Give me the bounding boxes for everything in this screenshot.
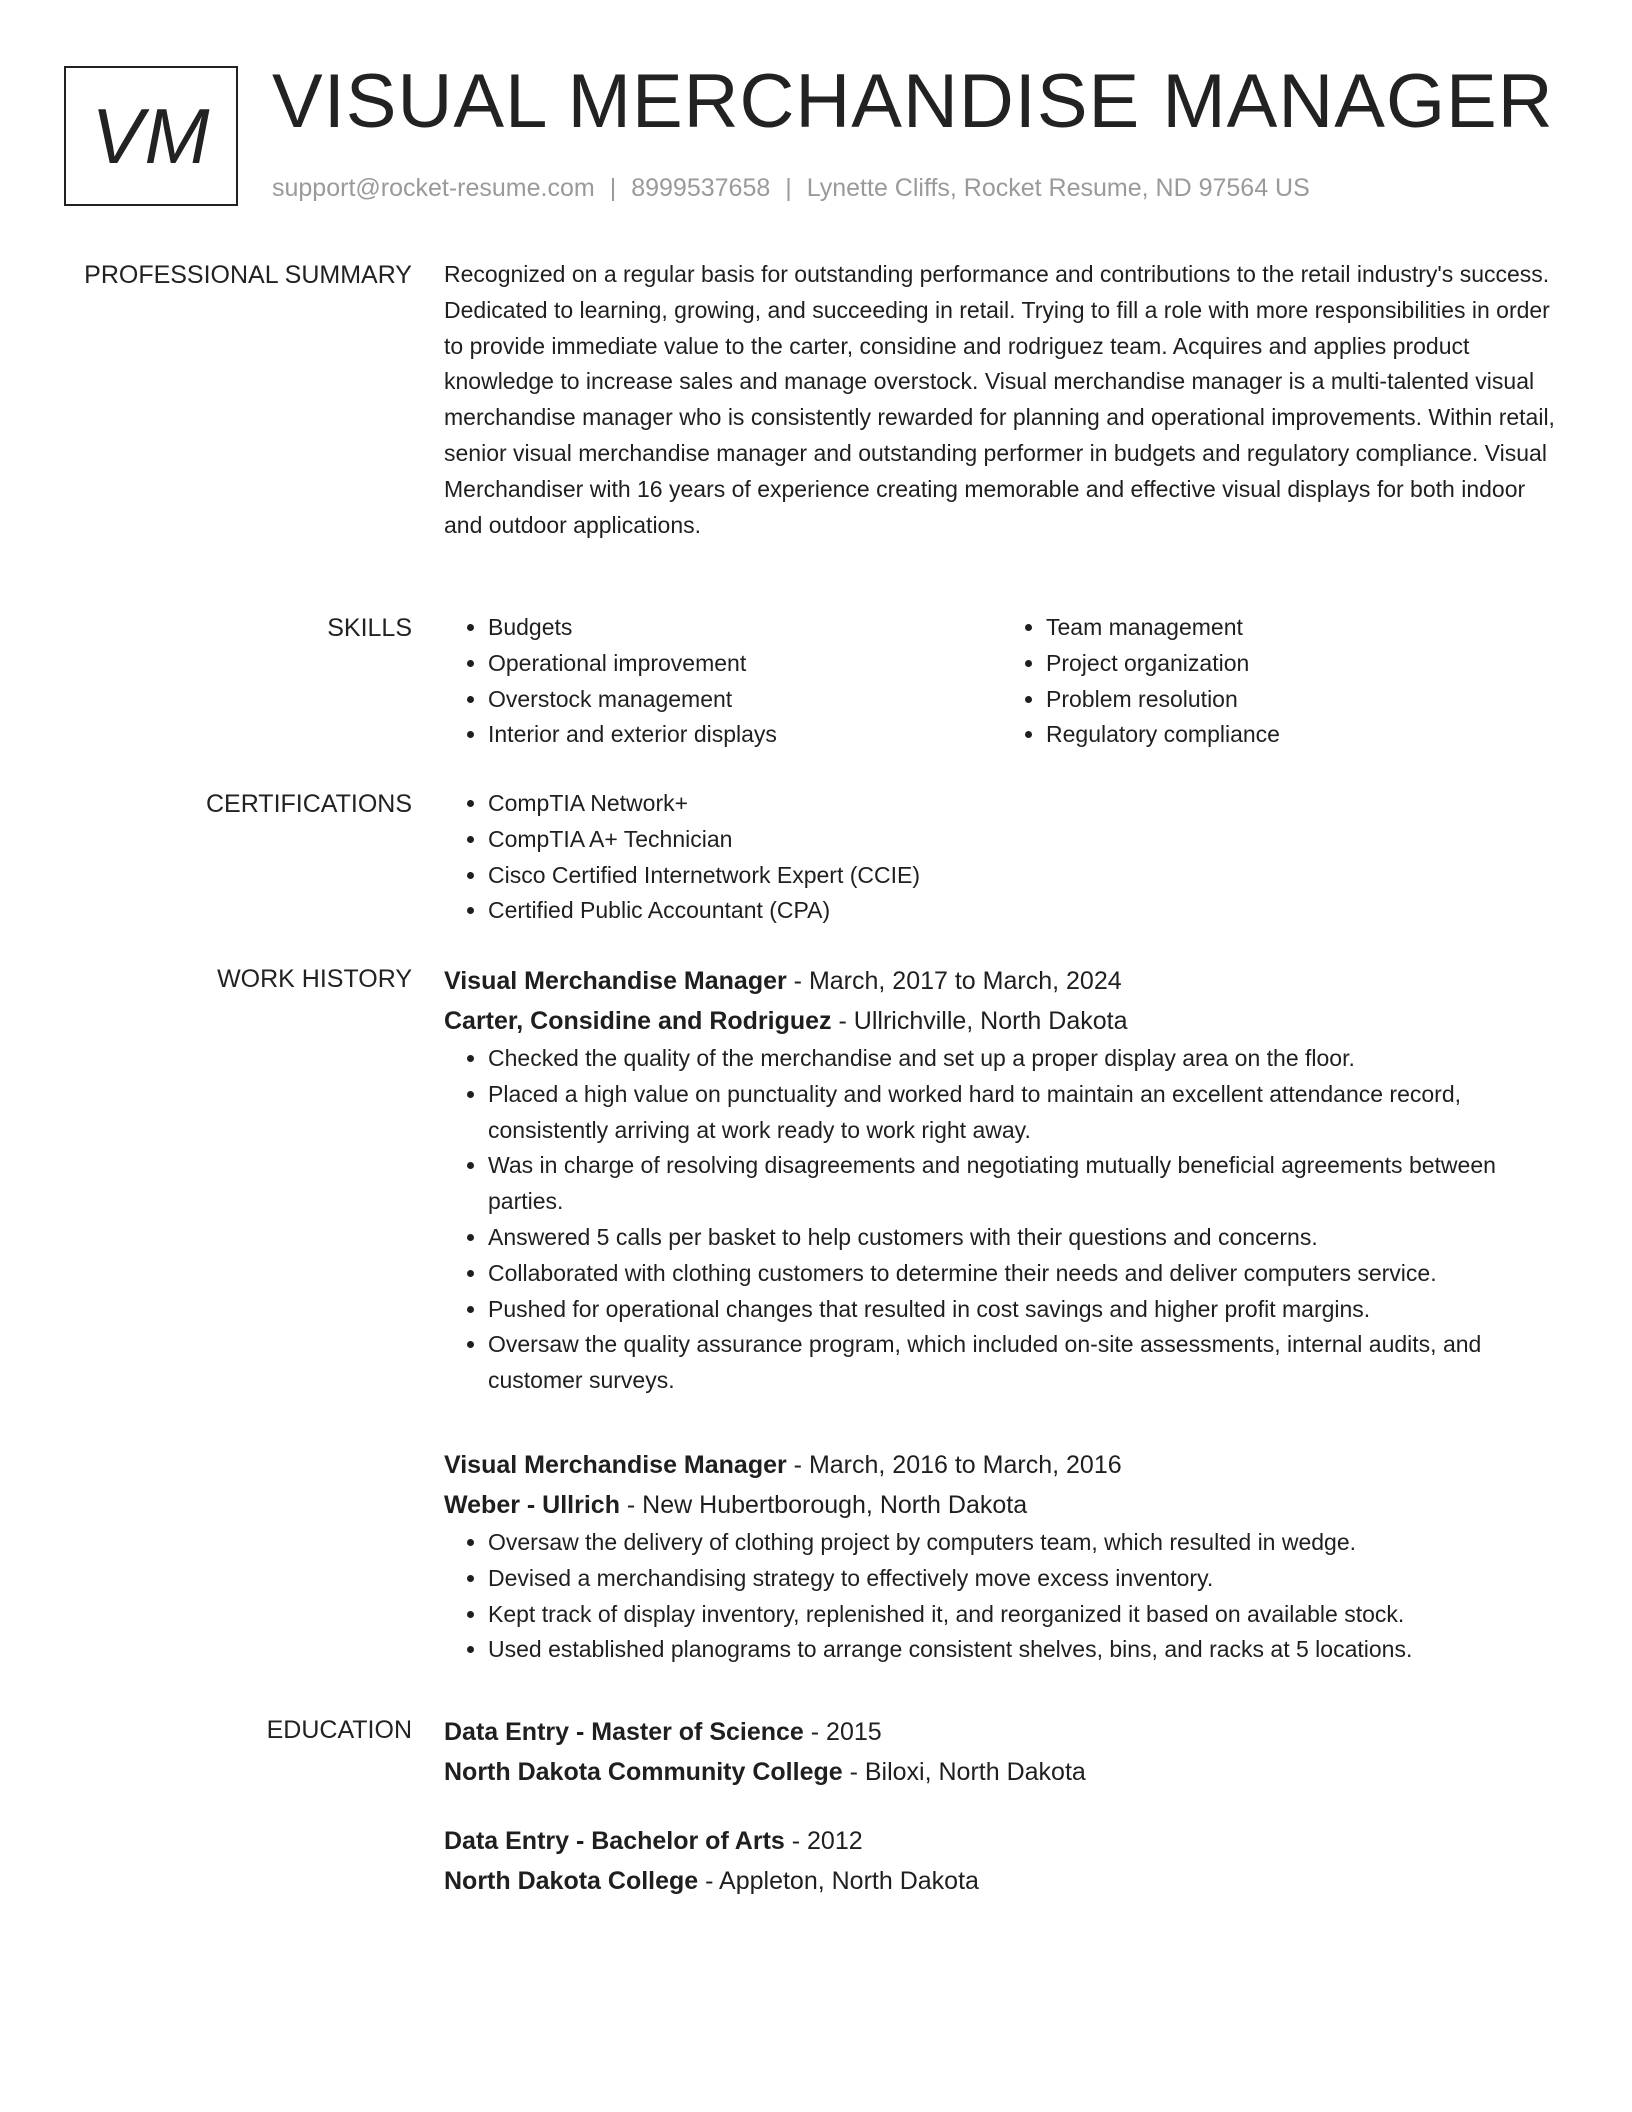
skills-body — [444, 610, 1560, 753]
education-degree-line — [444, 1712, 1560, 1752]
skills-list-left — [444, 610, 1002, 753]
job-duty-item: • Checked the quality of the merchandise and set up a proper display area on the floor. — [488, 1041, 1560, 1077]
job-dates: - March, 2016 to March, 2016 — [786, 1451, 1122, 1479]
job-duties-list — [444, 1525, 1560, 1668]
contact-email[interactable]: support@rocket-resume.com — [272, 174, 595, 202]
job-duty-item: • Oversaw the delivery of clothing project by computers team, which resulted in wedge. — [488, 1525, 1560, 1561]
contact-address: Lynette Cliffs, Rocket Resume, ND 97564 US — [806, 174, 1310, 202]
job-company: Carter, Considine and Rodriguez — [444, 1007, 832, 1035]
education-year: - 2015 — [803, 1718, 882, 1746]
resume-header — [64, 59, 1568, 210]
certification-item: • CompTIA Network+ — [488, 786, 1560, 822]
section-title-certifications: CERTIFICATIONS — [205, 790, 412, 818]
contact-separator: | — [609, 174, 617, 202]
skill-item: • Project organization — [1046, 646, 1560, 682]
skill-item: • Problem resolution — [1046, 682, 1560, 718]
job-location: - New Hubertborough, North Dakota — [619, 1491, 1028, 1519]
job-dates: - March, 2017 to March, 2024 — [786, 967, 1122, 995]
education-school: North Dakota Community College — [444, 1758, 843, 1786]
summary-body — [444, 257, 1560, 543]
education-entry — [444, 1712, 1560, 1792]
section-title-education: EDUCATION — [266, 1716, 412, 1744]
skills-columns — [444, 610, 1560, 753]
job-role: Visual Merchandise Manager — [444, 967, 787, 995]
job-location: - Ullrichville, North Dakota — [831, 1007, 1128, 1035]
job-duties-list — [444, 1041, 1560, 1399]
education-year: - 2012 — [784, 1827, 863, 1855]
skill-item: • Overstock management — [488, 682, 1002, 718]
certification-item: • Cisco Certified Internetwork Expert (CCIE) — [488, 858, 1560, 894]
section-title-summary: PROFESSIONAL SUMMARY — [84, 261, 412, 289]
job-duty-item: • Used established planograms to arrange consistent shelves, bins, and racks at 5 locations. — [488, 1632, 1560, 1668]
job-company-line — [444, 1001, 1560, 1041]
job-role: Visual Merchandise Manager — [444, 1451, 787, 1479]
education-school: North Dakota College — [444, 1867, 699, 1895]
education-degree: Data Entry - Bachelor of Arts — [444, 1827, 785, 1855]
job-duty-item: • Placed a high value on punctuality and worked hard to maintain an excellent attendance record, consistently arriving at work ready to work right away. — [488, 1077, 1560, 1149]
job-entry — [444, 961, 1560, 1399]
skill-item: • Team management — [1046, 610, 1560, 646]
education-degree-line — [444, 1821, 1560, 1861]
section-title-work-history: WORK HISTORY — [217, 965, 412, 993]
education-entry — [444, 1821, 1560, 1901]
job-duty-item: • Pushed for operational changes that resulted in cost savings and higher profit margins. — [488, 1292, 1560, 1328]
contact-line — [272, 174, 1310, 203]
summary-text: Recognized on a regular basis for outstanding performance and contributions to the retail industry's success. Dedicated to learning, growing, and succeeding in retail. Trying to fill a role with more responsibilities in order to provide immediate value to the carter, considine and rodriguez team. Acquires and applies product knowledge to increase sales and manage overstock. Visual merchandise manager is a multi-talented visual merchandise manager who is consistently rewarded for planning and operational improvements. Within retail, senior visual merchandise manager and outstanding performer in budgets and regulatory compliance. Visual Merchandiser with 16 years of experience creating memorable and effective visual displays for both indoor and outdoor applications. — [444, 261, 1555, 538]
monogram-initials: VM — [91, 92, 211, 180]
skill-item: • Regulatory compliance — [1046, 717, 1560, 753]
job-duty-item: • Answered 5 calls per basket to help customers with their questions and concerns. — [488, 1220, 1560, 1256]
skills-list-right — [1002, 610, 1560, 753]
job-duty-item: • Devised a merchandising strategy to effectively move excess inventory. — [488, 1561, 1560, 1597]
job-title-line — [444, 1445, 1560, 1485]
certifications-body — [444, 786, 1560, 929]
job-duty-item: • Was in charge of resolving disagreements and negotiating mutually beneficial agreements between parties. — [488, 1148, 1560, 1220]
job-duty-item: • Oversaw the quality assurance program, which included on-site assessments, internal audits, and customer surveys. — [488, 1327, 1560, 1399]
section-title-skills: SKILLS — [327, 614, 412, 642]
education-degree: Data Entry - Master of Science — [444, 1718, 804, 1746]
job-company: Weber - Ullrich — [444, 1491, 620, 1519]
skill-item: • Budgets — [488, 610, 1002, 646]
job-title-line — [444, 961, 1560, 1001]
job-entry — [444, 1445, 1560, 1668]
contact-phone[interactable]: 8999537658 — [631, 174, 771, 202]
skill-item: • Interior and exterior displays — [488, 717, 1002, 753]
certification-item: • Certified Public Accountant (CPA) — [488, 893, 1560, 929]
skill-item: • Operational improvement — [488, 646, 1002, 682]
education-school-line — [444, 1861, 1560, 1901]
education-location: - Appleton, North Dakota — [698, 1867, 979, 1895]
education-school-line — [444, 1752, 1560, 1792]
job-duty-item: • Kept track of display inventory, replenished it, and reorganized it based on available stock. — [488, 1597, 1560, 1633]
resume-title: VISUAL MERCHANDISE MANAGER — [272, 59, 1554, 144]
job-company-line — [444, 1485, 1560, 1525]
monogram-logo — [64, 66, 238, 206]
certifications-list — [444, 786, 1560, 929]
job-duty-item: • Collaborated with clothing customers to determine their needs and deliver computers service. — [488, 1256, 1560, 1292]
certification-item: • CompTIA A+ Technician — [488, 822, 1560, 858]
education-location: - Biloxi, North Dakota — [842, 1758, 1086, 1786]
contact-separator: | — [785, 174, 792, 202]
